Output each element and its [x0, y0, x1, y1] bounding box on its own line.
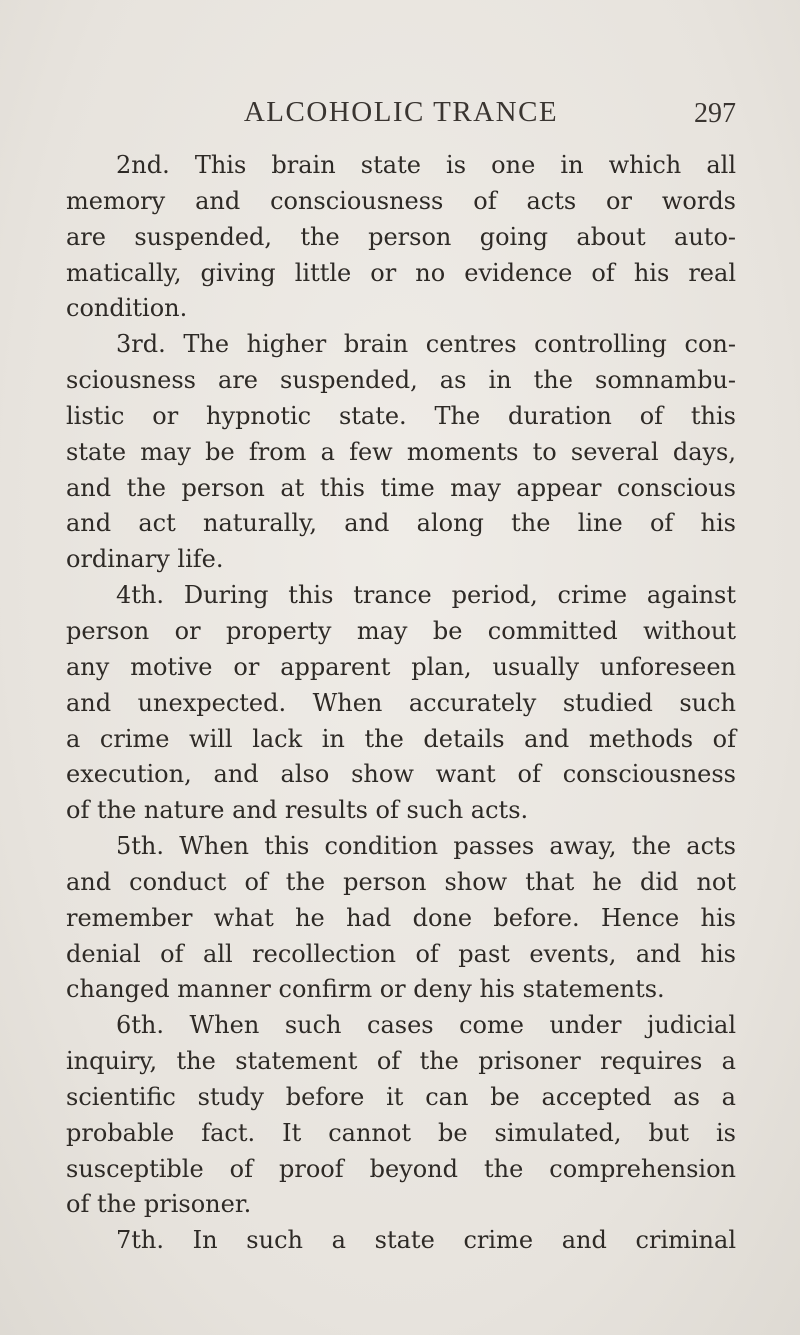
text-line: 4th. During this trance period, crime against: [116, 581, 736, 610]
text-line: inquiry, the statement of the prisoner requires a: [66, 1047, 736, 1076]
text-line: memory and consciousness of acts or words: [66, 186, 736, 215]
text-line: matically, giving little or no evidence of his real: [66, 258, 736, 287]
text-line: of the nature and results of such acts.: [66, 796, 529, 825]
text-line: execution, and also show want of consciousness: [66, 760, 736, 789]
page-number: 297: [694, 98, 736, 129]
body-text: [66, 148, 736, 1259]
text-line: state may be from a few moments to several days,: [66, 437, 736, 466]
text-line: of the prisoner.: [66, 1190, 252, 1219]
text-line: condition.: [66, 294, 188, 323]
text-line: are suspended, the person going about auto-: [66, 222, 736, 251]
text-line: changed manner confirm or deny his statements.: [66, 975, 665, 1004]
text-line: and the person at this time may appear conscious: [66, 473, 736, 502]
text-line: scientific study before it can be accepted as a: [66, 1082, 736, 1111]
text-line: 5th. When this condition passes away, the acts: [116, 832, 736, 861]
text-line: sciousness are suspended, as in the somnambu-: [66, 366, 736, 395]
text-line: remember what he had done before. Hence his: [66, 903, 736, 932]
text-line: a crime will lack in the details and methods of: [66, 724, 736, 753]
text-line: listic or hypnotic state. The duration of this: [66, 401, 736, 430]
text-line: person or property may be committed without: [66, 616, 736, 645]
text-line: probable fact. It cannot be simulated, but is: [66, 1118, 736, 1147]
text-line: denial of all recollection of past events, and his: [66, 939, 736, 968]
text-line: 3rd. The higher brain centres controlling con-: [116, 330, 736, 359]
text-line: ordinary life.: [66, 545, 224, 574]
text-line: 7th. In such a state crime and criminal: [116, 1226, 736, 1255]
text-line: and unexpected. When accurately studied such: [66, 688, 736, 717]
text-line: and conduct of the person show that he did not: [66, 867, 736, 896]
text-line: 6th. When such cases come under judicial: [116, 1011, 736, 1040]
text-line: susceptible of proof beyond the comprehension: [66, 1154, 736, 1183]
text-line: any motive or apparent plan, usually unforeseen: [66, 652, 736, 681]
running-title: ALCOHOLIC TRANCE: [243, 96, 559, 128]
text-line: and act naturally, and along the line of his: [66, 509, 736, 538]
running-head: [66, 96, 736, 136]
text-line: 2nd. This brain state is one in which all: [116, 151, 736, 179]
